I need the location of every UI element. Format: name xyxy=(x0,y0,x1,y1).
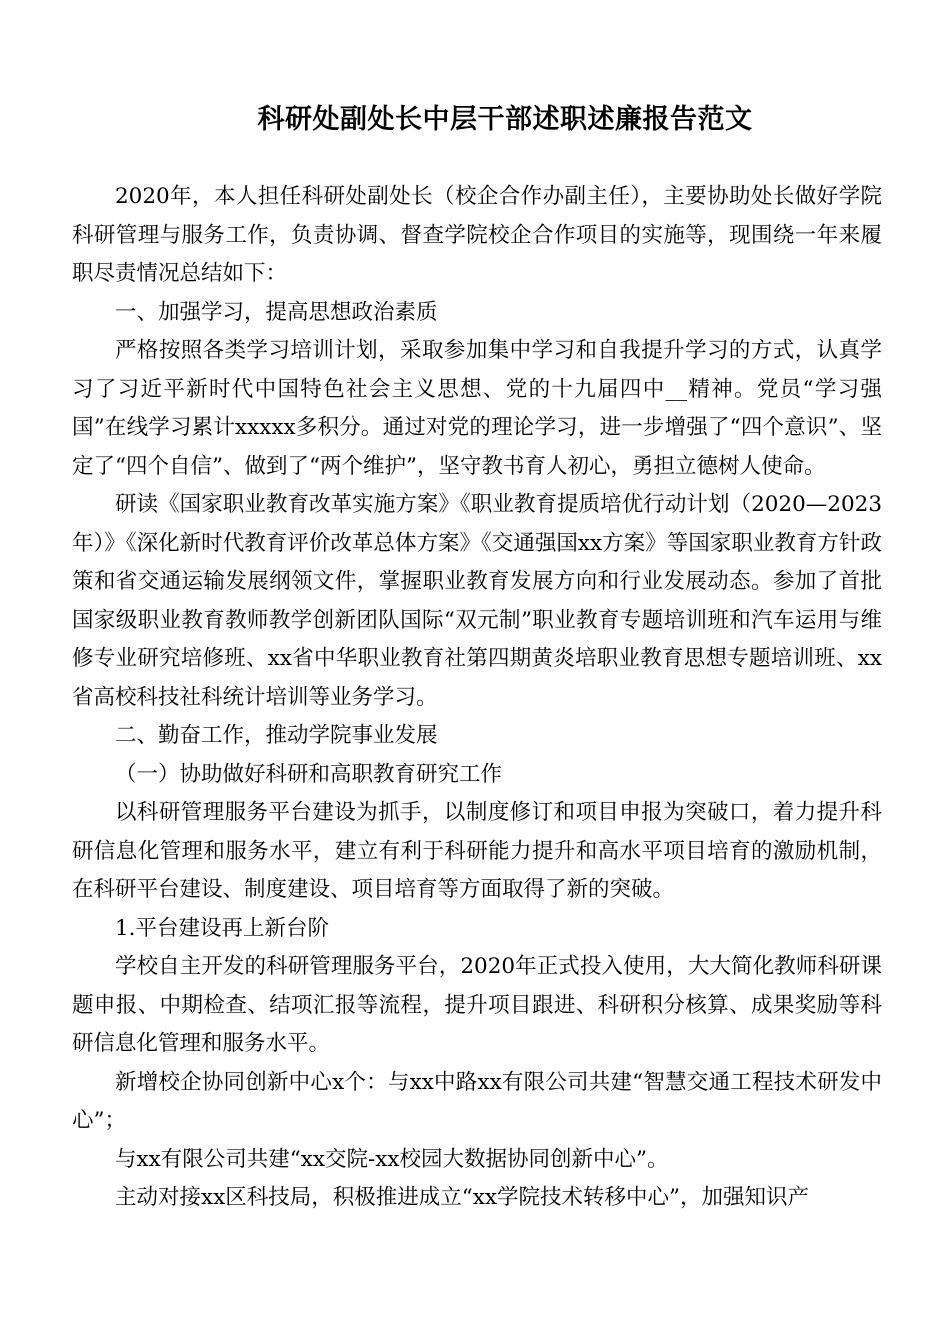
subsection-heading-1: （一）协助做好科研和高职教育研究工作 xyxy=(115,761,503,787)
document-title: 科研处副处长中层干部述职述廉报告范文 xyxy=(257,104,753,135)
intro-paragraph: 2020年，本人担任科研处副处长（校企合作办副主任），主要协助处长做好学院科研管理与服务工作，负责协调、督查学院校企合作项目的实施等，现围绕一年来履职尽责情况总结如下： xyxy=(72,184,882,286)
section-heading-2: 二、勤奋工作，推动学院事业发展 xyxy=(115,723,438,748)
body-paragraph: 严格按照各类学习培训计划，采取参加集中学习和自我提升学习的方式，认真学习了习近平新时代中国特色社会主义思想、党的十九届四中__精神。党员“学习强国”在线学习累计xxxxx多积分。通过对党的理论学习，进一步增强了“四个意识”、坚定了“四个自信”、做到了“两个维护”，坚守教书育人初心，勇担立德树人使命。 xyxy=(72,338,882,479)
body-paragraph: 研读《国家职业教育改革实施方案》《职业教育提质培优行动计划（2020—2023年）》《深化新时代教育评价改革总体方案》《交通强国xx方案》等国家职业教育方针政策和省交通运输发展纲领文件，掌握职业教育发展方向和行业发展动态。参加了首批国家级职业教育教师教学创新团队国际“双元制”职业教育专题培训班和汽车运用与维修专业研究培修班、xx省中华职业教育社第四期黄炎培职业教育思想专题培训班、xx省高校科技社科统计培训等业务学习。 xyxy=(72,492,882,710)
document-body xyxy=(72,178,882,1218)
body-paragraph: 主动对接xx区科技局，积极推进成立“xx学院技术转移中心”，加强知识产 xyxy=(115,1185,809,1210)
body-paragraph: 以科研管理服务平台建设为抓手，以制度修订和项目申报为突破口，着力提升科研信息化管理和服务水平，建立有利于科研能力提升和高水平项目培育的激励机制，在科研平台建设、制度建设、项目培育等方面取得了新的突破。 xyxy=(72,800,882,902)
body-paragraph: 新增校企协同创新中心x个：与xx中路xx有限公司共建“智慧交通工程技术研发中心”； xyxy=(72,1069,882,1133)
section-heading-1: 一、加强学习，提高思想政治素质 xyxy=(115,299,438,325)
body-paragraph: 与xx有限公司共建“xx交院-xx校园大数据协同创新中心”。 xyxy=(115,1146,669,1172)
body-paragraph: 学校自主开发的科研管理服务平台，2020年正式投入使用，大大简化教师科研课题申报、中期检查、结项汇报等流程，提升项目跟进、科研积分核算、成果奖励等科研信息化管理和服务水平。 xyxy=(72,954,882,1056)
item-heading-1: 1.平台建设再上新台阶 xyxy=(115,915,330,941)
